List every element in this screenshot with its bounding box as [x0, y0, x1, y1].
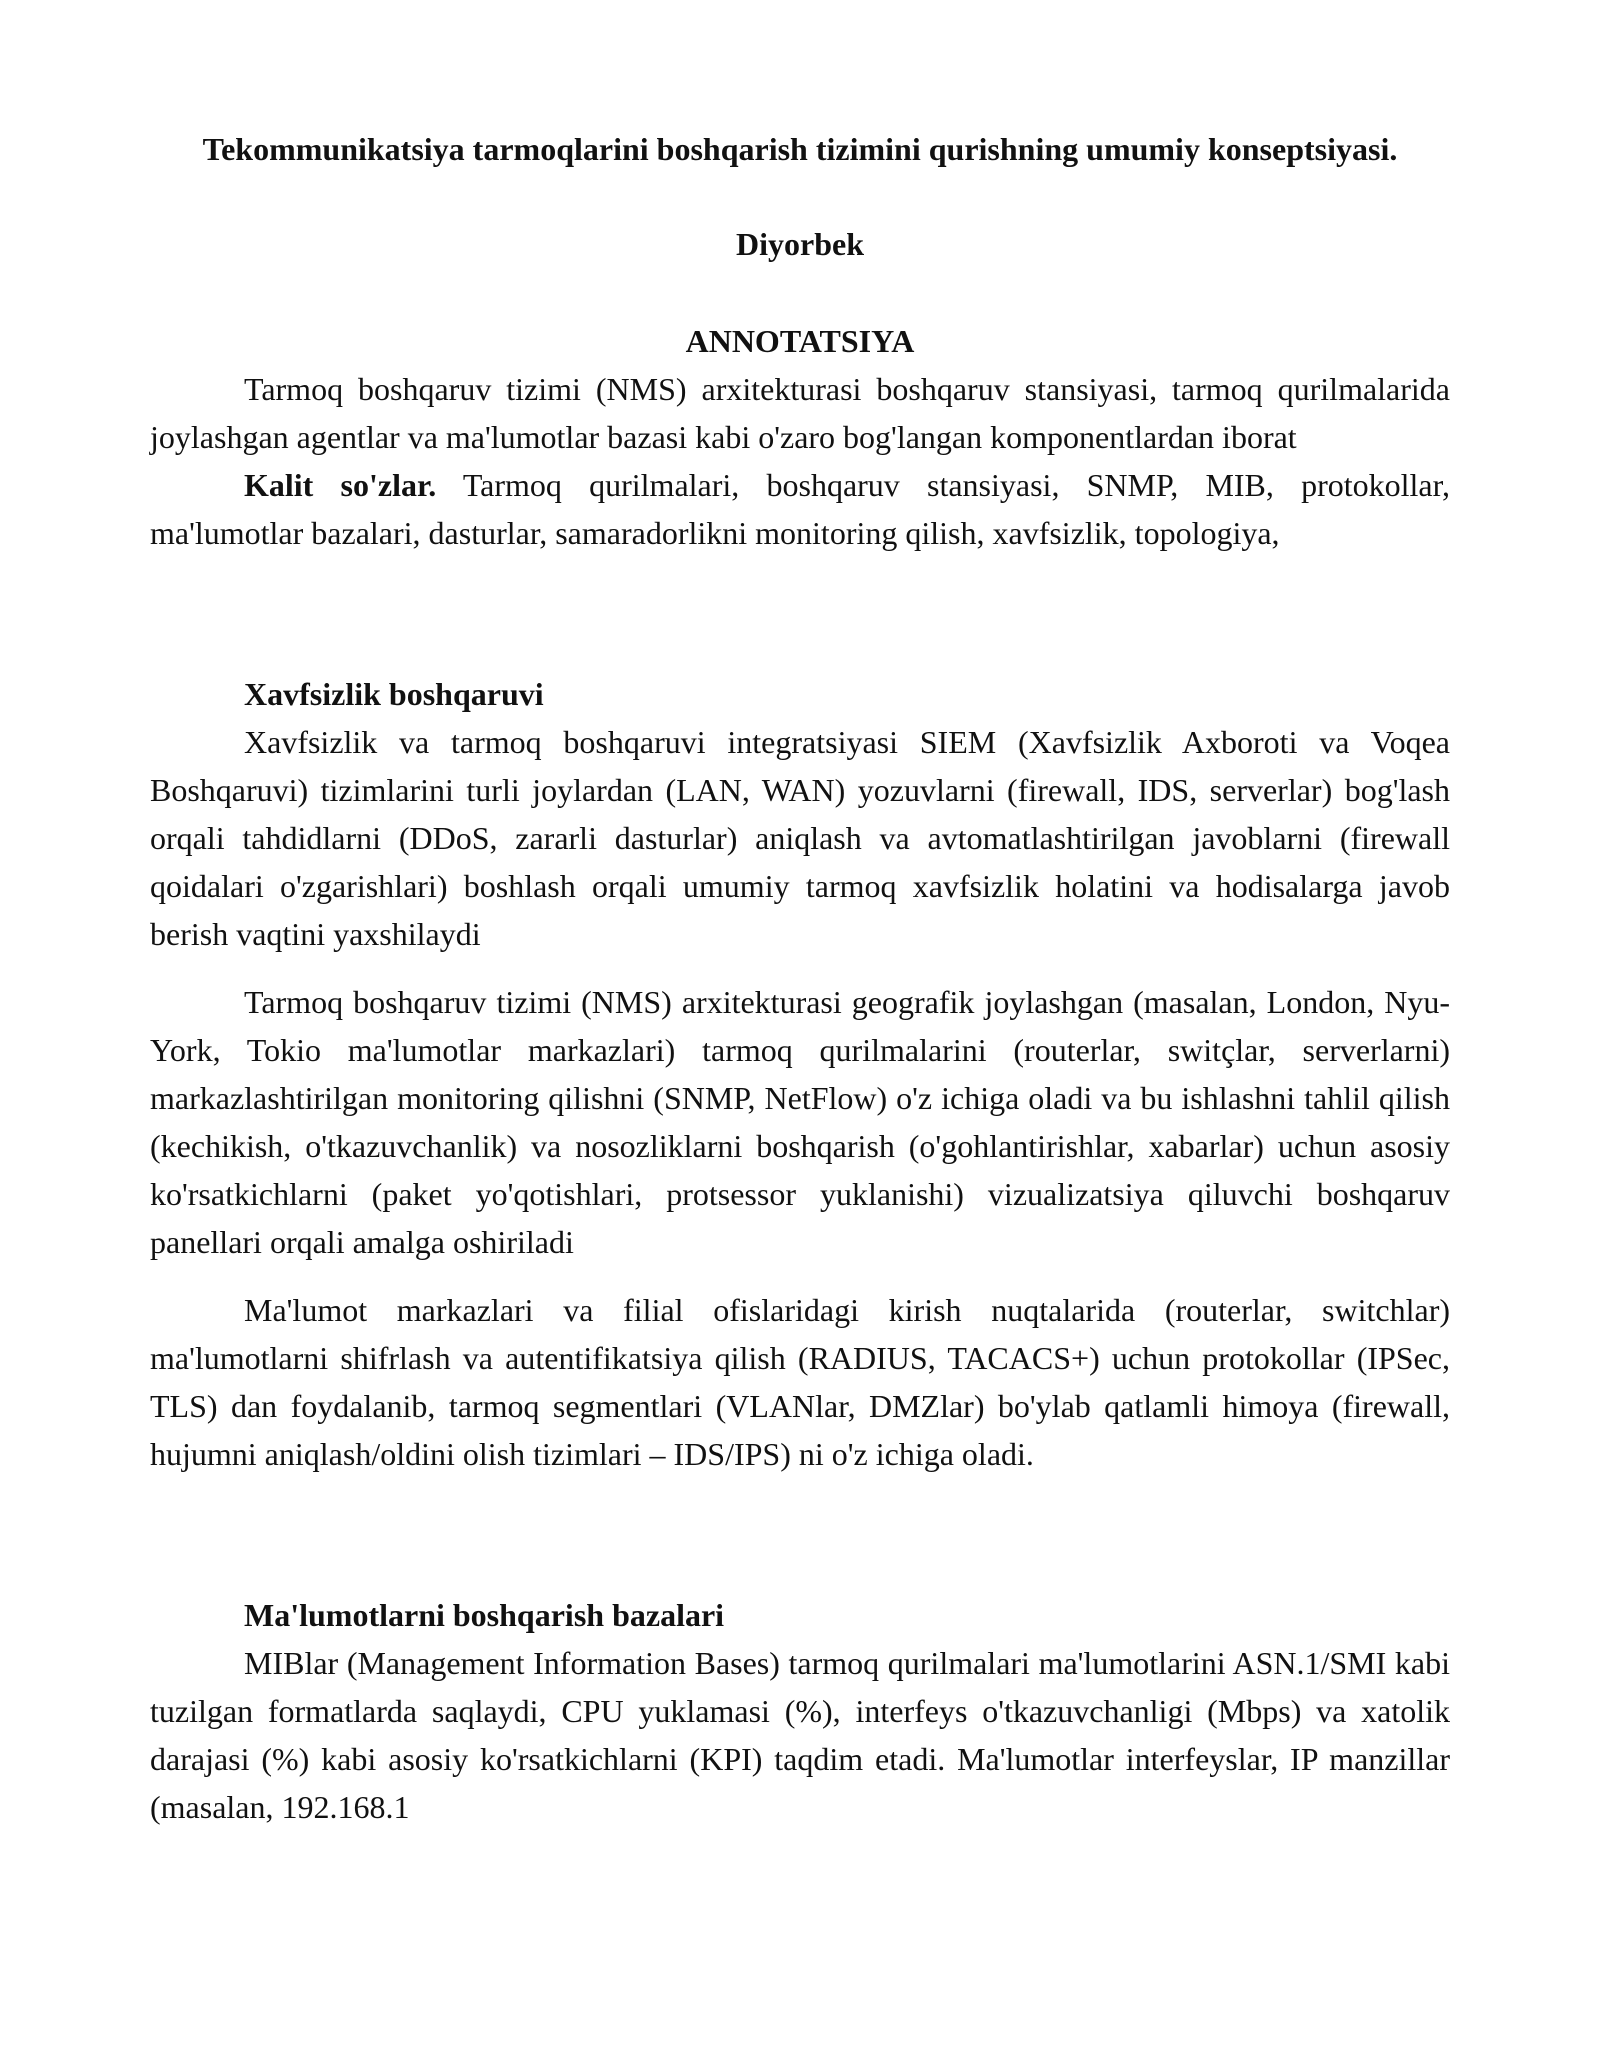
keywords-paragraph	[150, 461, 1450, 557]
keywords-label: Kalit so'zlar.	[244, 467, 437, 503]
security-paragraph-3: Ma'lumot markazlari va filial ofislaridagi kirish nuqtalarida (routerlar, switchlar) ma'lumotlarni shifrlash va autentifikatsiya qilish (RADIUS, TACACS+) uchun protokollar (IPSec, TLS) dan foydalanib, tarmoq segmentlari (VLANlar, DMZlar) bo'ylab qatlamli himoya (firewall, hujumni aniqlash/oldini olish tizimlari – IDS/IPS) ni o'z ichiga oladi.	[150, 1292, 1450, 1472]
section-heading-security: Xavfsizlik boshqaruvi	[244, 676, 544, 712]
security-paragraph-1: Xavfsizlik va tarmoq boshqaruvi integratsiyasi SIEM (Xavfsizlik Axboroti va Voqea Boshqaruvi) tizimlarini turli joylardan (LAN, WAN) yozuvlarni (firewall, IDS, serverlar) bog'lash orqali tahdidlarni (DDoS, zararli dasturlar) aniqlash va avtomatlashtirilgan javoblarni (firewall qoidalari o'zgarishlari) boshlash orqali umumiy tarmoq xavfsizlik holatini va hodisalarga javob berish vaqtini yaxshilaydi	[150, 724, 1450, 952]
security-paragraph-2: Tarmoq boshqaruv tizimi (NMS) arxitekturasi geografik joylashgan (masalan, London, Nyu-York, Tokio ma'lumotlar markazlari) tarmoq qurilmalarini (routerlar, switçlar, serverlarni) markazlashtirilgan monitoring qilishni (SNMP, NetFlow) o'z ichiga oladi va bu ishlashni tahlil qilish (kechikish, o'tkazuvchanlik) va nosozliklarni boshqarish (o'gohlantirishlar, xabarlar) uchun asosiy ko'rsatkichlarni (paket yo'qotishlari, protsessor yuklanishi) vizualizatsiya qiluvchi boshqaruv panellari orqali amalga oshiriladi	[150, 984, 1450, 1260]
section-heading-mib: Ma'lumotlarni boshqarish bazalari	[244, 1597, 725, 1633]
keywords-text: Tarmoq qurilmalari, boshqaruv stansiyasi, SNMP, MIB, protokollar, ma'lumotlar bazalari, dasturlar, samaradorlikni monitoring qilish, xavfsizlik, topologiya,	[150, 467, 1451, 551]
mib-paragraph-1: MIBlar (Management Information Bases) tarmoq qurilmalari ma'lumotlarini ASN.1/SMI kabi tuzilgan formatlarda saqlaydi, CPU yuklamasi (%), interfeys o'tkazuvchanligi (Mbps) va xatolik darajasi (%) kabi asosiy ko'rsatkichlarni (KPI) taqdim etadi. Ma'lumotlar interfeyslar, IP manzillar (masalan, 192.168.1	[150, 1645, 1450, 1825]
document-title: Tekommunikatsiya tarmoqlarini boshqarish tizimini qurishning umumiy konseptsiyasi.	[202, 131, 1398, 167]
document-author: Diyorbek	[736, 226, 864, 262]
abstract-heading: ANNOTATSIYA	[685, 323, 915, 359]
abstract-paragraph: Tarmoq boshqaruv tizimi (NMS) arxitekturasi boshqaruv stansiyasi, tarmoq qurilmalarida joylashgan agentlar va ma'lumotlar bazasi kabi o'zaro bog'langan komponentlardan iborat	[150, 371, 1450, 455]
